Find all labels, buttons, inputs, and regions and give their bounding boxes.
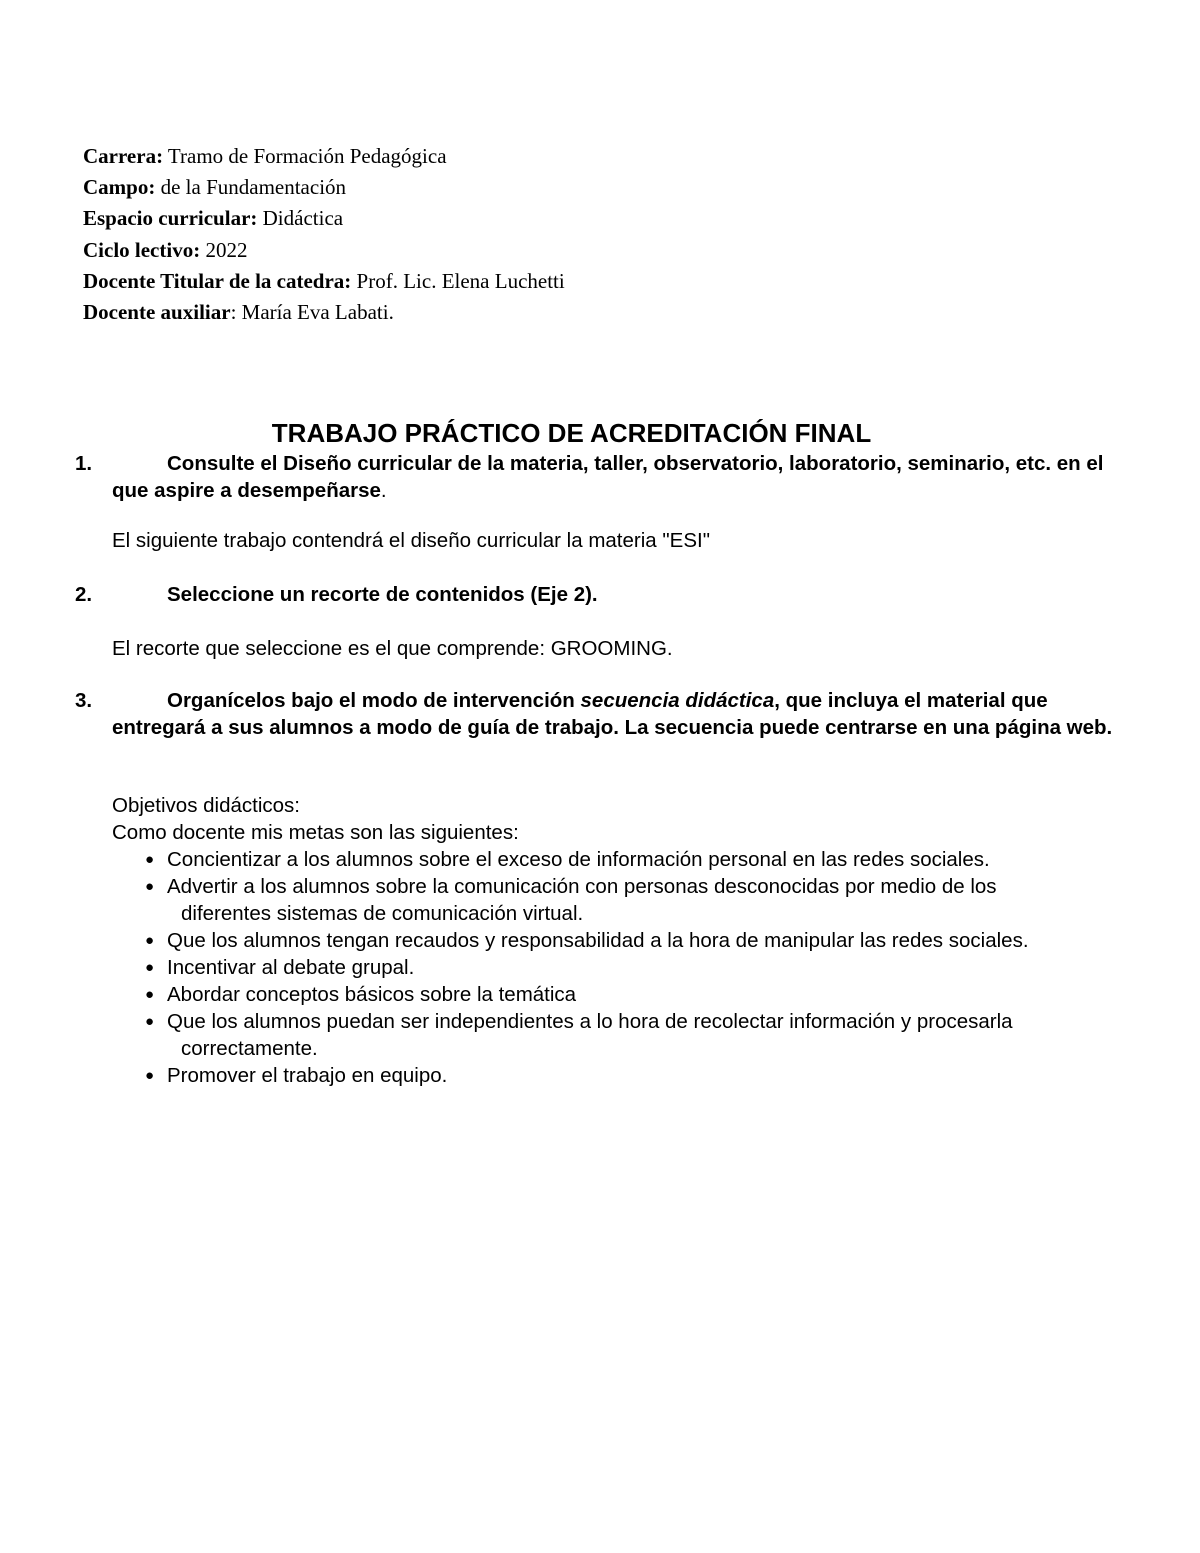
question-number: 2. [75,583,93,606]
question-number: 1. [75,452,93,475]
list-item [145,873,1072,927]
list-item-text: Abordar conceptos básicos sobre la temática [167,983,577,1006]
question-item-3 [75,687,1125,741]
ciclo-lectivo-line [83,235,565,266]
carrera-value: Tramo de Formación Pedagógica [163,144,447,168]
list-item [145,846,1072,873]
docente-titular-label: Docente Titular de la catedra: [83,268,352,293]
bullet-icon: ● [145,1067,155,1084]
question-item-1 [75,450,1125,504]
course-info-header [83,141,565,328]
objectives-intro: Como docente mis metas son las siguientes: [112,821,519,844]
answer-2: El recorte que seleccione es el que comprende: GROOMING. [112,637,673,660]
espacio-curricular-line [83,203,565,234]
question-text-start: Organícelos bajo el modo de intervención [167,689,581,712]
docente-auxiliar-line [83,297,565,328]
question-text: Seleccione un recorte de contenidos (Eje 2). [167,583,598,606]
list-item-text: Que los alumnos puedan ser independientes a lo hora de recolectar información y procesarla correctamente. [167,1010,1013,1060]
campo-label: Campo: [83,175,156,200]
carrera-line [83,141,565,172]
answer-1: El siguiente trabajo contendrá el diseño curricular la materia "ESI" [112,529,710,552]
docente-auxiliar-value: : María Eva Labati. [230,300,394,325]
objectives-section [112,792,1072,1089]
objectives-list [112,846,1072,1089]
objectives-heading: Objetivos didácticos: [112,794,301,817]
document-title: TRABAJO PRÁCTICO DE ACREDITACIÓN FINAL [271,418,872,448]
question-item-2 [75,581,1125,608]
campo-value: de la Fundamentación [155,175,347,200]
espacio-curricular-value: Didáctica [257,206,344,231]
question-period: . [380,479,387,502]
docente-auxiliar-label: Docente auxiliar [83,300,231,325]
bullet-icon: ● [145,878,155,895]
campo-line [83,172,565,203]
list-item-text: Que los alumnos tengan recaudos y responsabilidad a la hora de manipular las redes sociales. [167,929,1029,952]
question-text [112,687,1125,741]
bullet-icon: ● [145,1013,155,1030]
question-text-end: , que incluya el material que entregará a sus alumnos a modo de guía de trabajo. La secuencia puede centrarse en una página web. [112,689,1113,739]
ciclo-lectivo-value: 2022 [200,237,248,262]
list-item-text: Incentivar al debate grupal. [167,956,415,979]
list-item-text: Advertir a los alumnos sobre la comunicación con personas desconocidas por medio de los diferentes sistemas de comunicación virtual. [167,875,997,925]
docente-titular-value: Prof. Lic. Elena Luchetti [351,268,565,293]
list-item [145,981,1072,1008]
bullet-icon: ● [145,959,155,976]
question-text-italic: secuencia didáctica [580,689,775,712]
question-text [112,450,1125,504]
list-item [145,1062,1072,1089]
espacio-curricular-label: Espacio curricular: [83,206,258,231]
list-item [145,1008,1072,1062]
list-item [145,927,1072,954]
bullet-icon: ● [145,986,155,1003]
carrera-label: Carrera: [83,144,164,168]
docente-titular-line [83,266,565,297]
ciclo-lectivo-label: Ciclo lectivo: [83,237,201,262]
bullet-icon: ● [145,851,155,868]
question-number: 3. [75,689,93,712]
bullet-icon: ● [145,932,155,949]
question-text-bold: Consulte el Diseño curricular de la materia, taller, observatorio, laboratorio, seminario, etc. en el que aspire a desempeñarse [112,452,1104,502]
list-item-text: Concientizar a los alumnos sobre el exceso de información personal en las redes sociales. [167,848,990,871]
list-item [145,954,1072,981]
list-item-text: Promover el trabajo en equipo. [167,1064,448,1087]
